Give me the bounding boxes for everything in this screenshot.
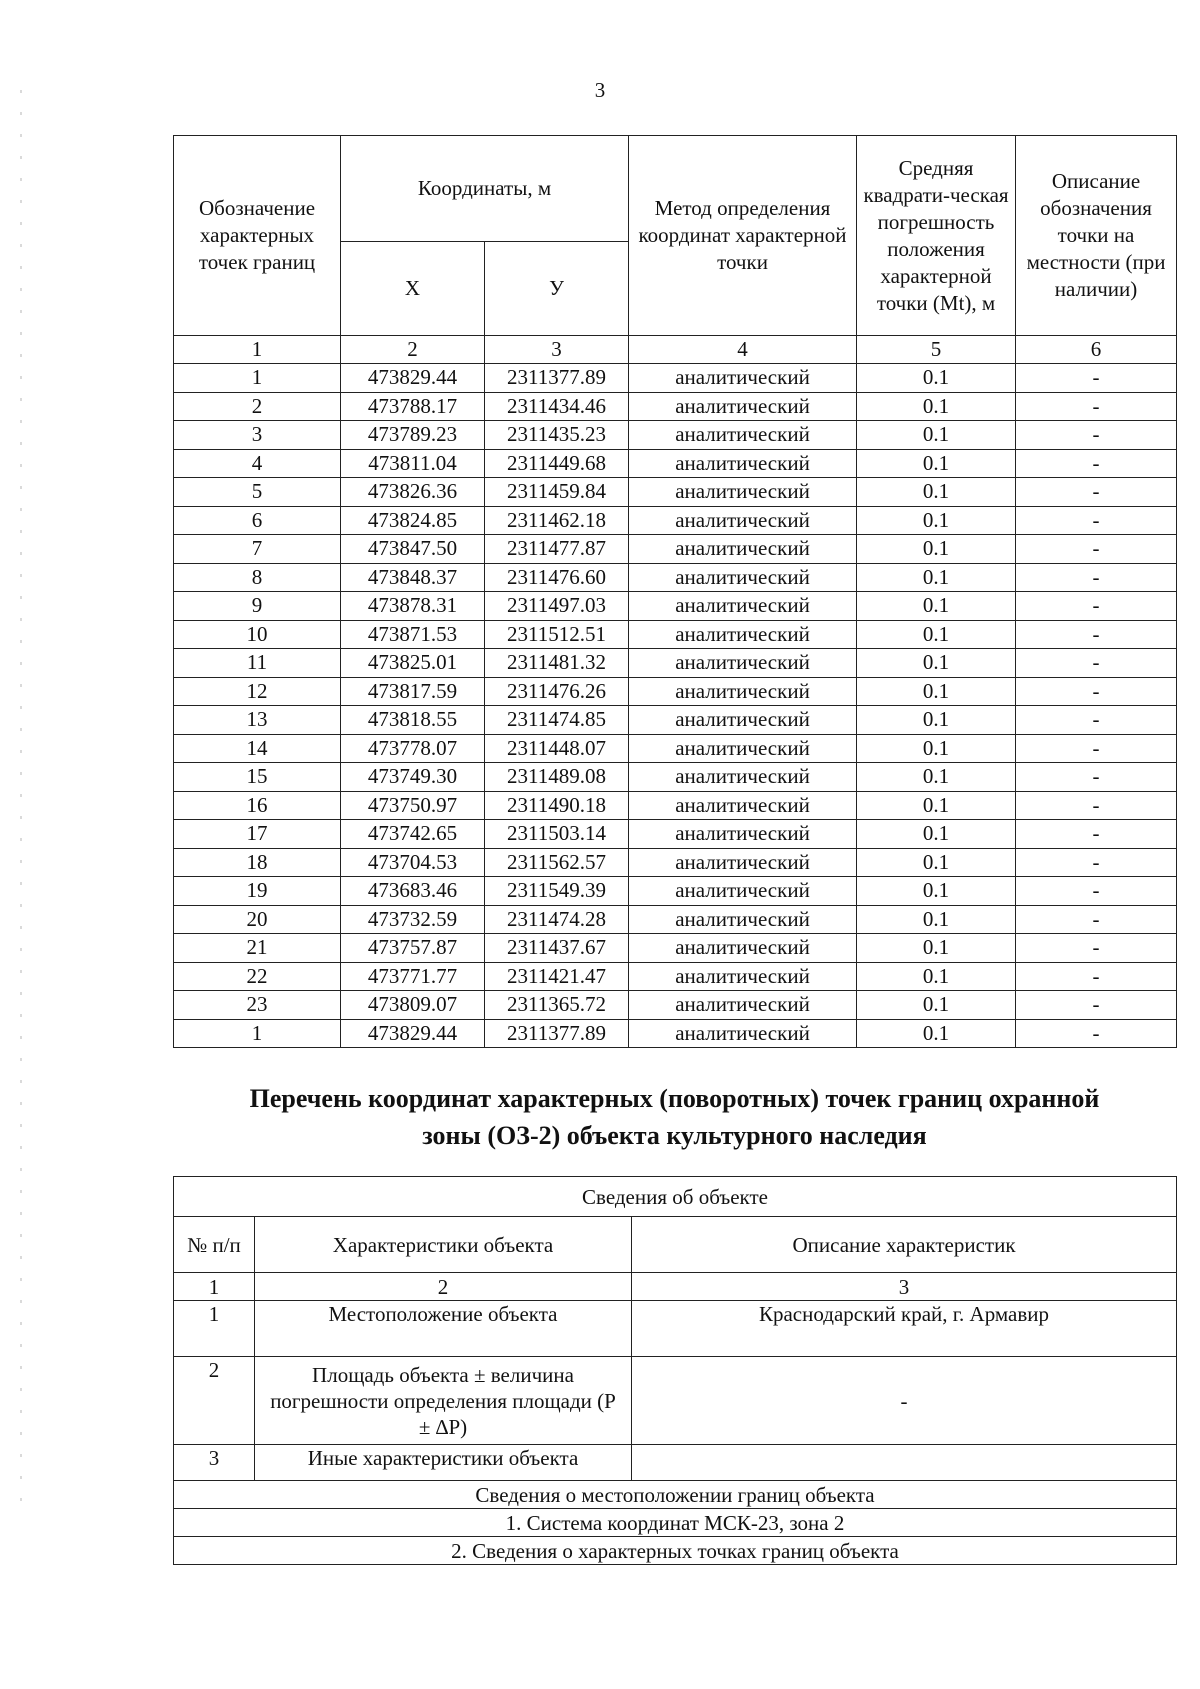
cell-description: - <box>1016 763 1177 792</box>
info-row-description: - <box>632 1357 1177 1445</box>
cell-y: 2311377.89 <box>485 364 629 393</box>
table-row <box>174 734 1177 763</box>
cell-point-number: 18 <box>174 848 341 877</box>
info-row-characteristic: Местоположение объекта <box>255 1301 632 1357</box>
cell-description: - <box>1016 649 1177 678</box>
cell-description: - <box>1016 905 1177 934</box>
cell-method: аналитический <box>629 677 857 706</box>
cell-x: 473771.77 <box>341 962 485 991</box>
cell-y: 2311459.84 <box>485 478 629 507</box>
cell-x: 473825.01 <box>341 649 485 678</box>
cell-point-number: 19 <box>174 877 341 906</box>
table-row <box>174 592 1177 621</box>
table-row <box>174 991 1177 1020</box>
cell-method: аналитический <box>629 820 857 849</box>
object-info-table <box>173 1176 1177 1565</box>
cell-x: 473878.31 <box>341 592 485 621</box>
cell-description: - <box>1016 535 1177 564</box>
cell-point-number: 12 <box>174 677 341 706</box>
cell-x: 473732.59 <box>341 905 485 934</box>
coordinates-table-body <box>174 364 1177 1048</box>
cell-error: 0.1 <box>857 592 1016 621</box>
cell-error: 0.1 <box>857 392 1016 421</box>
cell-point-number: 2 <box>174 392 341 421</box>
column-number: 2 <box>255 1273 632 1301</box>
table-row <box>174 877 1177 906</box>
header-point: Обозначение характерных точек границ <box>174 136 341 336</box>
cell-x: 473704.53 <box>341 848 485 877</box>
table-row <box>174 535 1177 564</box>
page-number: 3 <box>594 78 606 102</box>
column-number: 3 <box>485 336 629 364</box>
cell-point-number: 3 <box>174 421 341 450</box>
header-num: № п/п <box>174 1217 255 1273</box>
cell-description: - <box>1016 478 1177 507</box>
cell-x: 473809.07 <box>341 991 485 1020</box>
cell-x: 473829.44 <box>341 1019 485 1048</box>
cell-error: 0.1 <box>857 763 1016 792</box>
table-row <box>174 1019 1177 1048</box>
column-number: 5 <box>857 336 1016 364</box>
cell-x: 473778.07 <box>341 734 485 763</box>
table-row <box>174 848 1177 877</box>
info-row-characteristic: Иные характеристики объекта <box>255 1445 632 1481</box>
table-row <box>174 449 1177 478</box>
cell-y: 2311489.08 <box>485 763 629 792</box>
cell-error: 0.1 <box>857 421 1016 450</box>
cell-description: - <box>1016 734 1177 763</box>
cell-x: 473683.46 <box>341 877 485 906</box>
cell-x: 473788.17 <box>341 392 485 421</box>
cell-method: аналитический <box>629 962 857 991</box>
info-row-description: Краснодарский край, г. Армавир <box>632 1301 1177 1357</box>
cell-error: 0.1 <box>857 905 1016 934</box>
cell-method: аналитический <box>629 449 857 478</box>
cell-y: 2311474.28 <box>485 905 629 934</box>
cell-error: 0.1 <box>857 677 1016 706</box>
cell-x: 473817.59 <box>341 677 485 706</box>
table-row <box>174 934 1177 963</box>
cell-method: аналитический <box>629 791 857 820</box>
cell-error: 0.1 <box>857 364 1016 393</box>
table-row <box>174 763 1177 792</box>
cell-description: - <box>1016 962 1177 991</box>
cell-y: 2311462.18 <box>485 506 629 535</box>
column-number: 2 <box>341 336 485 364</box>
cell-point-number: 17 <box>174 820 341 849</box>
cell-method: аналитический <box>629 506 857 535</box>
info-footer-coordinate-system: 1. Система координат МСК-23, зона 2 <box>174 1509 1177 1537</box>
column-number: 6 <box>1016 336 1177 364</box>
cell-x: 473811.04 <box>341 449 485 478</box>
cell-error: 0.1 <box>857 1019 1016 1048</box>
cell-y: 2311449.68 <box>485 449 629 478</box>
table-row <box>174 905 1177 934</box>
column-numbers-row <box>174 336 1177 364</box>
cell-method: аналитический <box>629 706 857 735</box>
cell-x: 473750.97 <box>341 791 485 820</box>
cell-x: 473757.87 <box>341 934 485 963</box>
header-error: Средняя квадрати-ческая погрешность положения характерной точки (Mt), м <box>857 136 1016 336</box>
cell-error: 0.1 <box>857 962 1016 991</box>
table-row <box>174 364 1177 393</box>
cell-y: 2311437.67 <box>485 934 629 963</box>
cell-y: 2311421.47 <box>485 962 629 991</box>
cell-y: 2311477.87 <box>485 535 629 564</box>
header-characteristic-description: Описание характеристик <box>632 1217 1177 1273</box>
cell-error: 0.1 <box>857 478 1016 507</box>
header-description: Описание обозначения точки на местности (при наличии) <box>1016 136 1177 336</box>
column-number: 1 <box>174 1273 255 1301</box>
section-heading-line-1: Перечень координат характерных (поворотных) точек границ охранной <box>249 1084 1100 1113</box>
cell-point-number: 7 <box>174 535 341 564</box>
table-row <box>174 820 1177 849</box>
cell-error: 0.1 <box>857 449 1016 478</box>
cell-point-number: 15 <box>174 763 341 792</box>
cell-y: 2311490.18 <box>485 791 629 820</box>
cell-error: 0.1 <box>857 791 1016 820</box>
cell-method: аналитический <box>629 734 857 763</box>
cell-y: 2311435.23 <box>485 421 629 450</box>
cell-error: 0.1 <box>857 934 1016 963</box>
cell-error: 0.1 <box>857 820 1016 849</box>
cell-description: - <box>1016 506 1177 535</box>
cell-error: 0.1 <box>857 877 1016 906</box>
cell-x: 473847.50 <box>341 535 485 564</box>
cell-y: 2311503.14 <box>485 820 629 849</box>
cell-point-number: 1 <box>174 364 341 393</box>
column-number: 3 <box>632 1273 1177 1301</box>
info-footer-boundaries: Сведения о местоположении границ объекта <box>174 1481 1177 1509</box>
info-row-characteristic: Площадь объекта ± величина погрешности определения площади (Р ± ∆Р) <box>255 1357 632 1445</box>
info-row-num: 1 <box>174 1301 255 1357</box>
info-row <box>174 1445 1177 1481</box>
cell-point-number: 4 <box>174 449 341 478</box>
cell-y: 2311549.39 <box>485 877 629 906</box>
header-method: Метод определения координат характерной точки <box>629 136 857 336</box>
header-x: Х <box>341 242 485 336</box>
cell-point-number: 20 <box>174 905 341 934</box>
header-y: У <box>485 242 629 336</box>
info-row-num: 3 <box>174 1445 255 1481</box>
cell-y: 2311476.26 <box>485 677 629 706</box>
cell-point-number: 5 <box>174 478 341 507</box>
cell-x: 473848.37 <box>341 563 485 592</box>
header-coordinates: Координаты, м <box>341 136 629 242</box>
cell-error: 0.1 <box>857 535 1016 564</box>
info-row-description <box>632 1445 1177 1481</box>
cell-description: - <box>1016 934 1177 963</box>
cell-description: - <box>1016 820 1177 849</box>
cell-point-number: 6 <box>174 506 341 535</box>
cell-point-number: 13 <box>174 706 341 735</box>
cell-point-number: 14 <box>174 734 341 763</box>
cell-point-number: 8 <box>174 563 341 592</box>
cell-point-number: 9 <box>174 592 341 621</box>
cell-description: - <box>1016 706 1177 735</box>
section-heading <box>173 1080 1176 1154</box>
cell-y: 2311448.07 <box>485 734 629 763</box>
cell-method: аналитический <box>629 364 857 393</box>
cell-x: 473826.36 <box>341 478 485 507</box>
header-characteristic: Характеристики объекта <box>255 1217 632 1273</box>
info-row <box>174 1301 1177 1357</box>
info-row <box>174 1357 1177 1445</box>
cell-method: аналитический <box>629 392 857 421</box>
cell-error: 0.1 <box>857 563 1016 592</box>
cell-point-number: 1 <box>174 1019 341 1048</box>
cell-y: 2311512.51 <box>485 620 629 649</box>
info-table-title: Сведения об объекте <box>174 1177 1177 1217</box>
cell-x: 473789.23 <box>341 421 485 450</box>
cell-point-number: 11 <box>174 649 341 678</box>
cell-method: аналитический <box>629 877 857 906</box>
cell-x: 473818.55 <box>341 706 485 735</box>
cell-x: 473829.44 <box>341 364 485 393</box>
cell-description: - <box>1016 364 1177 393</box>
table-row <box>174 392 1177 421</box>
cell-description: - <box>1016 449 1177 478</box>
cell-method: аналитический <box>629 478 857 507</box>
cell-method: аналитический <box>629 763 857 792</box>
cell-description: - <box>1016 1019 1177 1048</box>
section-heading-line-2: зоны (ОЗ-2) объекта культурного наследия <box>422 1121 927 1150</box>
table-row <box>174 563 1177 592</box>
cell-point-number: 23 <box>174 991 341 1020</box>
cell-error: 0.1 <box>857 649 1016 678</box>
cell-method: аналитический <box>629 421 857 450</box>
cell-description: - <box>1016 677 1177 706</box>
cell-error: 0.1 <box>857 620 1016 649</box>
cell-point-number: 16 <box>174 791 341 820</box>
table-row <box>174 620 1177 649</box>
table-row <box>174 649 1177 678</box>
cell-error: 0.1 <box>857 734 1016 763</box>
cell-error: 0.1 <box>857 706 1016 735</box>
cell-description: - <box>1016 392 1177 421</box>
cell-method: аналитический <box>629 620 857 649</box>
cell-point-number: 22 <box>174 962 341 991</box>
table-row <box>174 677 1177 706</box>
cell-method: аналитический <box>629 848 857 877</box>
table-row <box>174 791 1177 820</box>
cell-y: 2311377.89 <box>485 1019 629 1048</box>
cell-description: - <box>1016 620 1177 649</box>
cell-description: - <box>1016 877 1177 906</box>
cell-description: - <box>1016 563 1177 592</box>
cell-y: 2311474.85 <box>485 706 629 735</box>
cell-method: аналитический <box>629 1019 857 1048</box>
cell-description: - <box>1016 991 1177 1020</box>
cell-y: 2311562.57 <box>485 848 629 877</box>
cell-y: 2311476.60 <box>485 563 629 592</box>
cell-method: аналитический <box>629 563 857 592</box>
cell-y: 2311434.46 <box>485 392 629 421</box>
cell-description: - <box>1016 791 1177 820</box>
cell-y: 2311497.03 <box>485 592 629 621</box>
cell-error: 0.1 <box>857 848 1016 877</box>
cell-error: 0.1 <box>857 991 1016 1020</box>
cell-method: аналитический <box>629 592 857 621</box>
coordinates-table <box>173 135 1177 1048</box>
cell-x: 473749.30 <box>341 763 485 792</box>
table-row <box>174 706 1177 735</box>
table-row <box>174 478 1177 507</box>
table-row <box>174 421 1177 450</box>
cell-description: - <box>1016 421 1177 450</box>
cell-method: аналитический <box>629 535 857 564</box>
cell-description: - <box>1016 592 1177 621</box>
cell-x: 473871.53 <box>341 620 485 649</box>
cell-point-number: 21 <box>174 934 341 963</box>
cell-method: аналитический <box>629 649 857 678</box>
cell-method: аналитический <box>629 934 857 963</box>
cell-y: 2311481.32 <box>485 649 629 678</box>
cell-error: 0.1 <box>857 506 1016 535</box>
scan-margin-marks <box>20 90 22 1510</box>
cell-x: 473824.85 <box>341 506 485 535</box>
cell-y: 2311365.72 <box>485 991 629 1020</box>
cell-description: - <box>1016 848 1177 877</box>
cell-method: аналитический <box>629 905 857 934</box>
table-row <box>174 506 1177 535</box>
info-footer-points: 2. Сведения о характерных точках границ объекта <box>174 1537 1177 1565</box>
cell-x: 473742.65 <box>341 820 485 849</box>
cell-point-number: 10 <box>174 620 341 649</box>
column-number: 1 <box>174 336 341 364</box>
cell-method: аналитический <box>629 991 857 1020</box>
table-row <box>174 962 1177 991</box>
column-number: 4 <box>629 336 857 364</box>
info-row-num: 2 <box>174 1357 255 1445</box>
